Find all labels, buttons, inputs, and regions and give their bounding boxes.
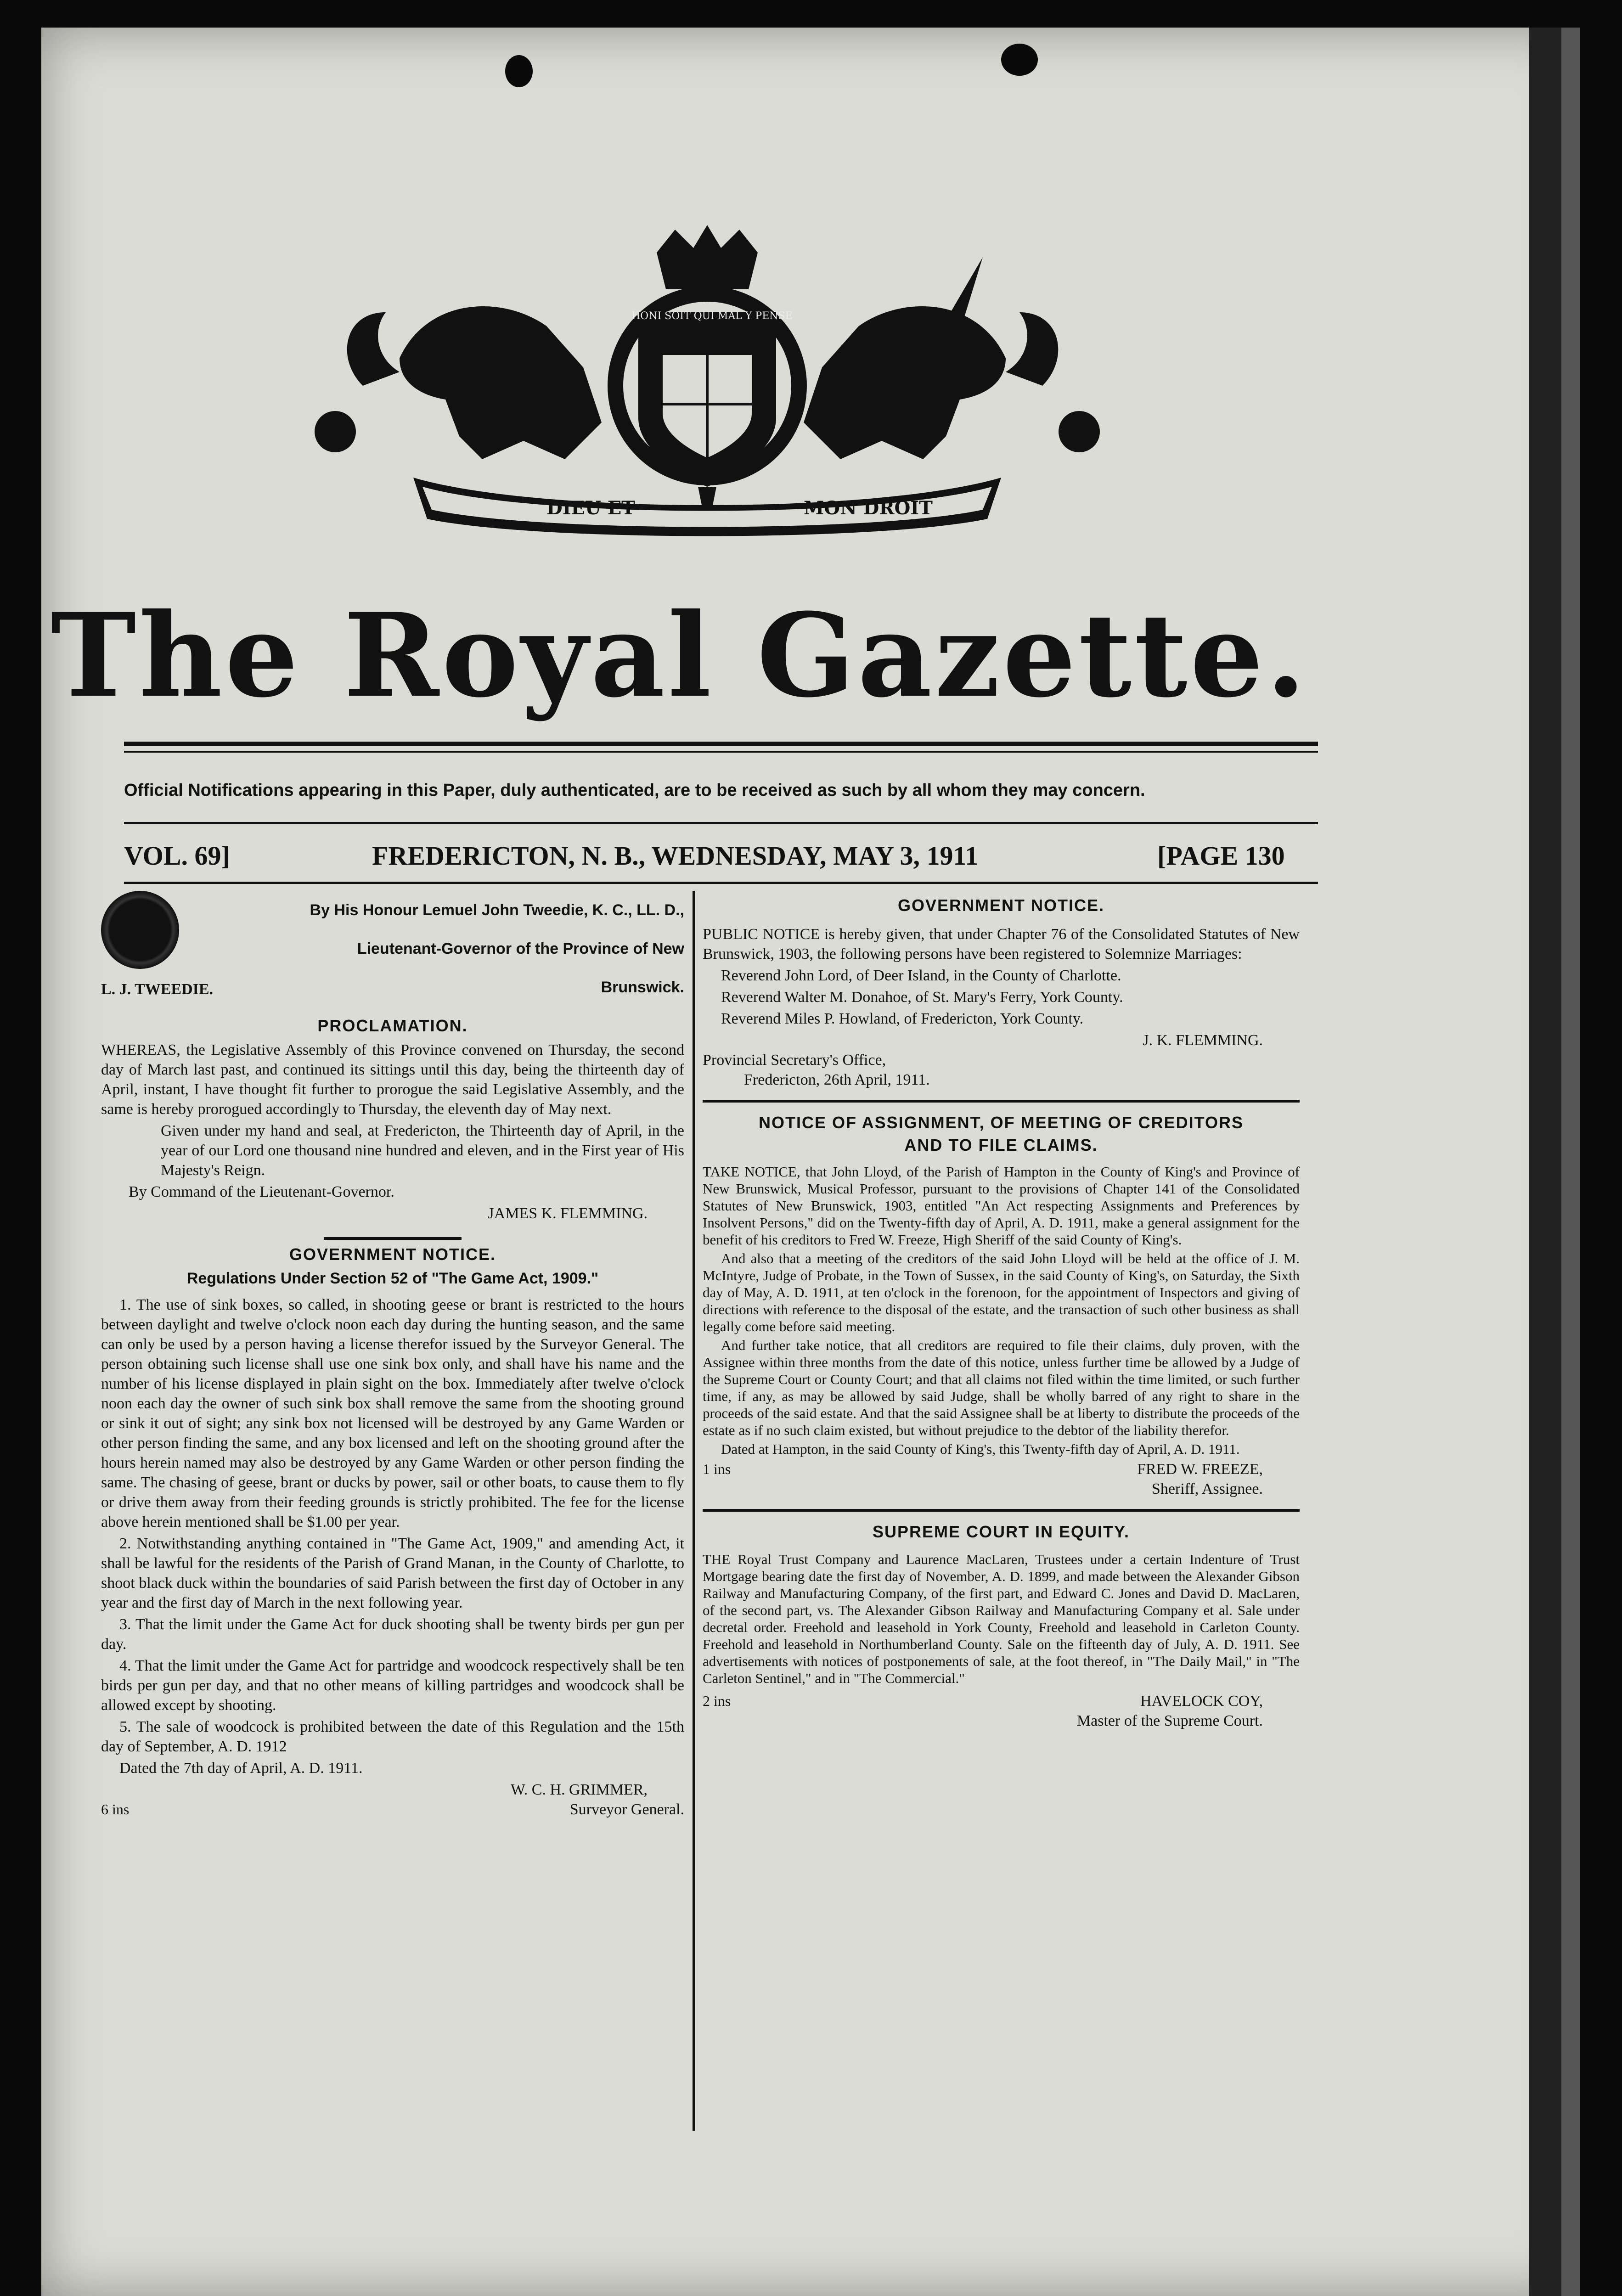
regulation-2: 2. Notwithstanding anything contained in "The Game Act, 1909," and amending Act, it shall be lawful for the residents of the Parish of Grand Manan, in the County of Charlotte, to shoot black duck within the boundaries of said Parish between the first day of October in any year and the first day of March in the next following year. [101, 1535, 684, 1611]
seal-signature: L. J. TWEEDIE. [101, 981, 214, 998]
crest-garter-text: HONI SOIT QUI MAL Y PENSE [631, 310, 793, 322]
regulations-heading: Regulations Under Section 52 of "The Game Act, 1909." [186, 1270, 599, 1287]
public-notice-date: Fredericton, 26th April, 1911. [744, 1071, 930, 1088]
masthead-rule [124, 751, 1318, 753]
section-rule [703, 1509, 1300, 1512]
assignment-heading-1: NOTICE OF ASSIGNMENT, OF MEETING OF CREDITORS [758, 1113, 1244, 1132]
crest-motto-left: DIEU ET [546, 497, 635, 519]
assignment-signer-title: Sheriff, Assignee. [1151, 1480, 1263, 1497]
registered-reverend: Reverend John Lord, of Deer Island, in the County of Charlotte. [721, 967, 1121, 984]
public-notice-signer: J. K. FLEMMING. [1143, 1032, 1263, 1049]
government-notice-heading: GOVERNMENT NOTICE. [897, 896, 1105, 915]
creditors-meeting: And also that a meeting of the creditors of the said John Lloyd will be held at the office of J. M. McIntyre, Judge of Probate, in the Town of Sussex, in the said County of King's, on Saturday, the Sixth day of May, A. D. 1911, at ten o'clock in the forenoon, for the appointment of Inspectors and giving of directions with reference to the disposal of the estate, and the transaction of such other business as shall legally come before said meeting. [703, 1250, 1300, 1334]
binding-hole [505, 55, 533, 87]
dateline-rule [124, 882, 1318, 884]
regulation-signer-title: Surveyor General. [569, 1801, 684, 1818]
page-number: [PAGE 130 [1157, 841, 1285, 871]
masthead-rule [124, 822, 1318, 824]
insertion-count: 1 ins [703, 1461, 731, 1477]
dateline: FREDERICTON, N. B., WEDNESDAY, MAY 3, 1911 [372, 841, 979, 871]
regulation-dated: Dated the 7th day of April, A. D. 1911. [119, 1760, 363, 1777]
left-column [101, 891, 684, 1819]
binding-hole [1001, 44, 1038, 76]
section-rule [703, 1100, 1300, 1103]
regulation-5: 5. The sale of woodcock is prohibited between the date of this Regulation and the 15th day of September, A. D. 1912 [101, 1718, 684, 1755]
insertion-count: 6 ins [101, 1801, 130, 1818]
proclamation-body: WHEREAS, the Legislative Assembly of this Province convened on Thursday, the second day of March last past, and continued its sittings until this day, being the thirteenth day of April, instant, I have thought fit further to prorogue the said Legislative Assembly, and the same is hereby prorogued accordingly to Thursday, the eleventh day of May next. [101, 1041, 684, 1118]
regulation-signer: W. C. H. GRIMMER, [510, 1781, 648, 1798]
insertion-count: 2 ins [703, 1693, 731, 1709]
column-divider [693, 891, 695, 2131]
by-his-honour: By His Honour Lemuel John Tweedie, K. C., LL. D., Lieutenant-Governor of the Province of New Brunswick. [310, 901, 684, 996]
regulation-1: 1. The use of sink boxes, so called, in shooting geese or brant is restricted to the hours between daylight and twelve o'clock noon each day during the hunting season, and the same can only be used by a person having a license therefor issued by the Surveyor General. The person obtaining such license shall use one sink box only, and shall have his name and the number of his license displayed in plain sight on the box. Immediately after twelve o'clock noon each day the owner of such sink box shall remove the same from the shooting ground or sink it out of sight; any sink box not licensed will be destroyed by any Game Warden or other person finding the same, and any box licensed and left on the shooting ground after the hours herein named may also be destroyed by any Game Warden or other person finding the same. The chasing of geese, brant or ducks by power, sail or other boats, to cause them to fly or drive them away from their feeding grounds is strictly prohibited. The fee for the license above herein mentioned shall be $1.00 per year. [101, 1296, 684, 1531]
regulation-3: 3. That the limit under the Game Act for duck shooting shall be twenty birds per gun per day. [101, 1616, 684, 1653]
assignment-notice: TAKE NOTICE, that John Lloyd, of the Parish of Hampton in the County of King's and Province of New Brunswick, Musical Professor, pursuant to the provisions of Chapter 141 of the Consolidated Statutes of New Brunswick, 1903, entitled "An Act respecting Assignments and Preferences by Insolvent Persons," did on the Twenty-fifth day of April, A. D. 1911, make a general assignment for the benefit of his creditors to Fred W. Freeze, High Sheriff of the said County of King's. [703, 1164, 1300, 1248]
equity-signer: HAVELOCK COY, [1140, 1693, 1263, 1710]
by-command: By Command of the Lieutenant-Governor. [129, 1183, 394, 1200]
official-notice-line: Official Notifications appearing in this Paper, duly authenticated, are to be received as such by all whom they may concern. [124, 781, 1145, 800]
given-under-hand: Given under my hand and seal, at Fredericton, the Thirteenth day of April, in the year of our Lord one thousand nine hundred and eleven, and in the First year of His Majesty's Reign. [161, 1122, 684, 1179]
proclamation-heading: PROCLAMATION. [317, 1016, 468, 1035]
gazette-page [41, 28, 1580, 2296]
registered-reverend: Reverend Walter M. Donahoe, of St. Mary's Ferry, York County. [721, 989, 1123, 1006]
equity-heading: SUPREME COURT IN EQUITY. [872, 1522, 1130, 1541]
file-claims-notice: And further take notice, that all creditors are required to file their claims, duly proven, with the Assignee within three months from the date of this notice, unless further time be allowed by a Judge of the Supreme Court or County Court; and that all claims not filed within the time limited, or such further time, if any, as may be allowed by said Judge, shall be wholly barred of any right to share in the proceeds of the said estate. And that the said Assignee shall be at liberty to distribute the proceeds of the estate as if no such claim existed, but without prejudice to the debtor of the liability therefor. [703, 1337, 1300, 1438]
royal-coat-of-arms-icon [308, 220, 1107, 551]
assignment-dated: Dated at Hampton, in the said County of King's, this Twenty-fifth day of April, A. D. 1911. [721, 1441, 1240, 1457]
crest-motto-right: MON DROIT [804, 497, 933, 519]
volume-number: VOL. 69] [124, 841, 230, 871]
registered-reverend: Reverend Miles P. Howland, of Fredericton, York County. [721, 1010, 1084, 1027]
public-notice-body: PUBLIC NOTICE is hereby given, that under Chapter 76 of the Consolidated Statutes of New Brunswick, 1903, the following persons have been registered to Solemnize Marriages: [703, 926, 1300, 962]
equity-signer-title: Master of the Supreme Court. [1076, 1712, 1263, 1729]
masthead-title: The Royal Gazette. [51, 588, 1309, 723]
seal-icon [101, 891, 179, 969]
proclamation-signer: JAMES K. FLEMMING. [488, 1205, 648, 1222]
page-edge [1561, 28, 1580, 2296]
section-rule [324, 1237, 462, 1240]
assignment-signer: FRED W. FREEZE, [1137, 1461, 1263, 1478]
government-notice-heading: GOVERNMENT NOTICE. [289, 1245, 496, 1264]
equity-notice: THE Royal Trust Company and Laurence MacLaren, Trustees under a certain Indenture of Trust Mortgage bearing date the first day of November, A. D. 1899, and made between the Alexander Gibson Railway and Manufacturing Company, of the first part, and Edward C. Jones and David D. MacLaren, of the second part, vs. The Alexander Gibson Railway and Manufacturing Company et al. Sale under decretal order. Freehold and leasehold in York County, Freehold and leasehold in Carleton County. Freehold and leasehold in Northumberland County. Sale on the fifteenth day of July, A. D. 1911. See advertisements with notices of postponements of sale, at the foot thereof, in "The Daily Mail," in "The Carleton Sentinel," and in "The Commercial." [703, 1551, 1300, 1686]
right-column [703, 891, 1300, 1731]
masthead-rule [124, 742, 1318, 746]
assignment-heading-2: AND TO FILE CLAIMS. [904, 1136, 1098, 1154]
regulation-4: 4. That the limit under the Game Act for partridge and woodcock respectively shall be ten birds per gun per day, and that no other means of killing partridges and woodcock shall be allowed except by shooting. [101, 1657, 684, 1714]
secretary-office: Provincial Secretary's Office, [703, 1052, 886, 1069]
